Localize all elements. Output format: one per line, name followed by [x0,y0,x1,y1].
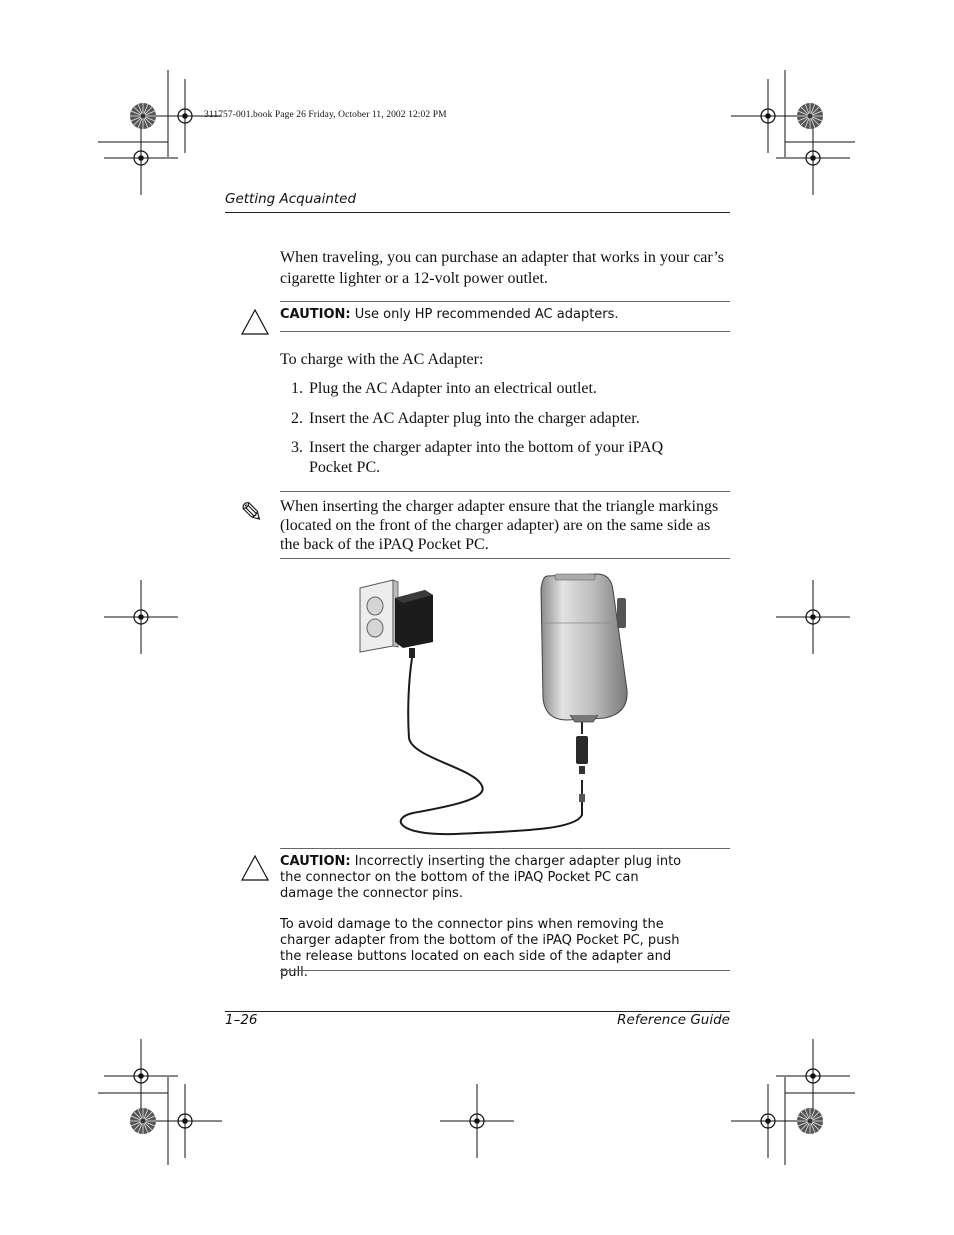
ipaq-device [541,574,627,722]
caution-2-message [280,854,690,902]
charger-plug [576,718,588,802]
step-3 [281,438,730,478]
header-rule [225,212,730,213]
caution-2-bottom-rule [280,970,730,971]
caution-bottom-rule [280,331,730,332]
print-slug: 311757-001.book Page 26 Friday, October 11, 2002 12:02 PM [204,110,447,120]
ac-adapter [395,590,433,658]
step-text: Insert the AC Adapter plug into the charger adapter. [309,410,640,427]
caution-text: Incorrectly inserting the charger adapter plug into the connector on the bottom of the iPAQ Pocket PC can damage the connector pins. [280,854,682,901]
steps-intro: To charge with the AC Adapter: [280,351,484,368]
caution-label: CAUTION: [280,307,351,322]
step-text: Plug the AC Adapter into an electrical outlet. [309,380,597,397]
section-title: Getting Acquainted [225,191,357,207]
note-pencil-icon: ✎ [240,498,264,529]
guide-title: Reference Guide [617,1012,730,1028]
step-number: 3. [291,439,303,456]
caution-2-top-rule [280,848,730,849]
page-number: 1–26 [225,1012,258,1028]
caution-label: CAUTION: [280,854,351,869]
note-text: When inserting the charger adapter ensure that the triangle markings (located on the front of the charger adapter) are on the same side as the back of the iPAQ Pocket PC. [280,498,719,553]
charging-illustration [285,568,725,840]
step-2 [281,409,730,429]
step-text-line-2: Pocket PC. [309,459,381,476]
caution-top-rule [280,301,730,302]
caution-triangle-icon [240,853,270,883]
step-number: 1. [291,380,303,397]
wall-outlet [360,580,398,652]
step-number: 2. [291,410,303,427]
caution-text: Use only HP recommended AC adapters. [350,307,619,322]
caution-triangle-icon [240,307,270,337]
note-bottom-rule [280,558,730,559]
note-top-rule [280,491,730,492]
step-text-line-1: Insert the charger adapter into the bottom of your iPAQ [309,439,664,456]
caution-2-extra: To avoid damage to the connector pins when removing the charger adapter from the bottom of the iPAQ Pocket PC, push the release buttons located on each side of the adapter and pull. [280,917,680,980]
intro-paragraph: When traveling, you can purchase an adapter that works in your car’s cigarette lighter or a 12-volt power outlet. [280,249,724,287]
step-1 [281,379,730,399]
caution-message [280,307,730,323]
